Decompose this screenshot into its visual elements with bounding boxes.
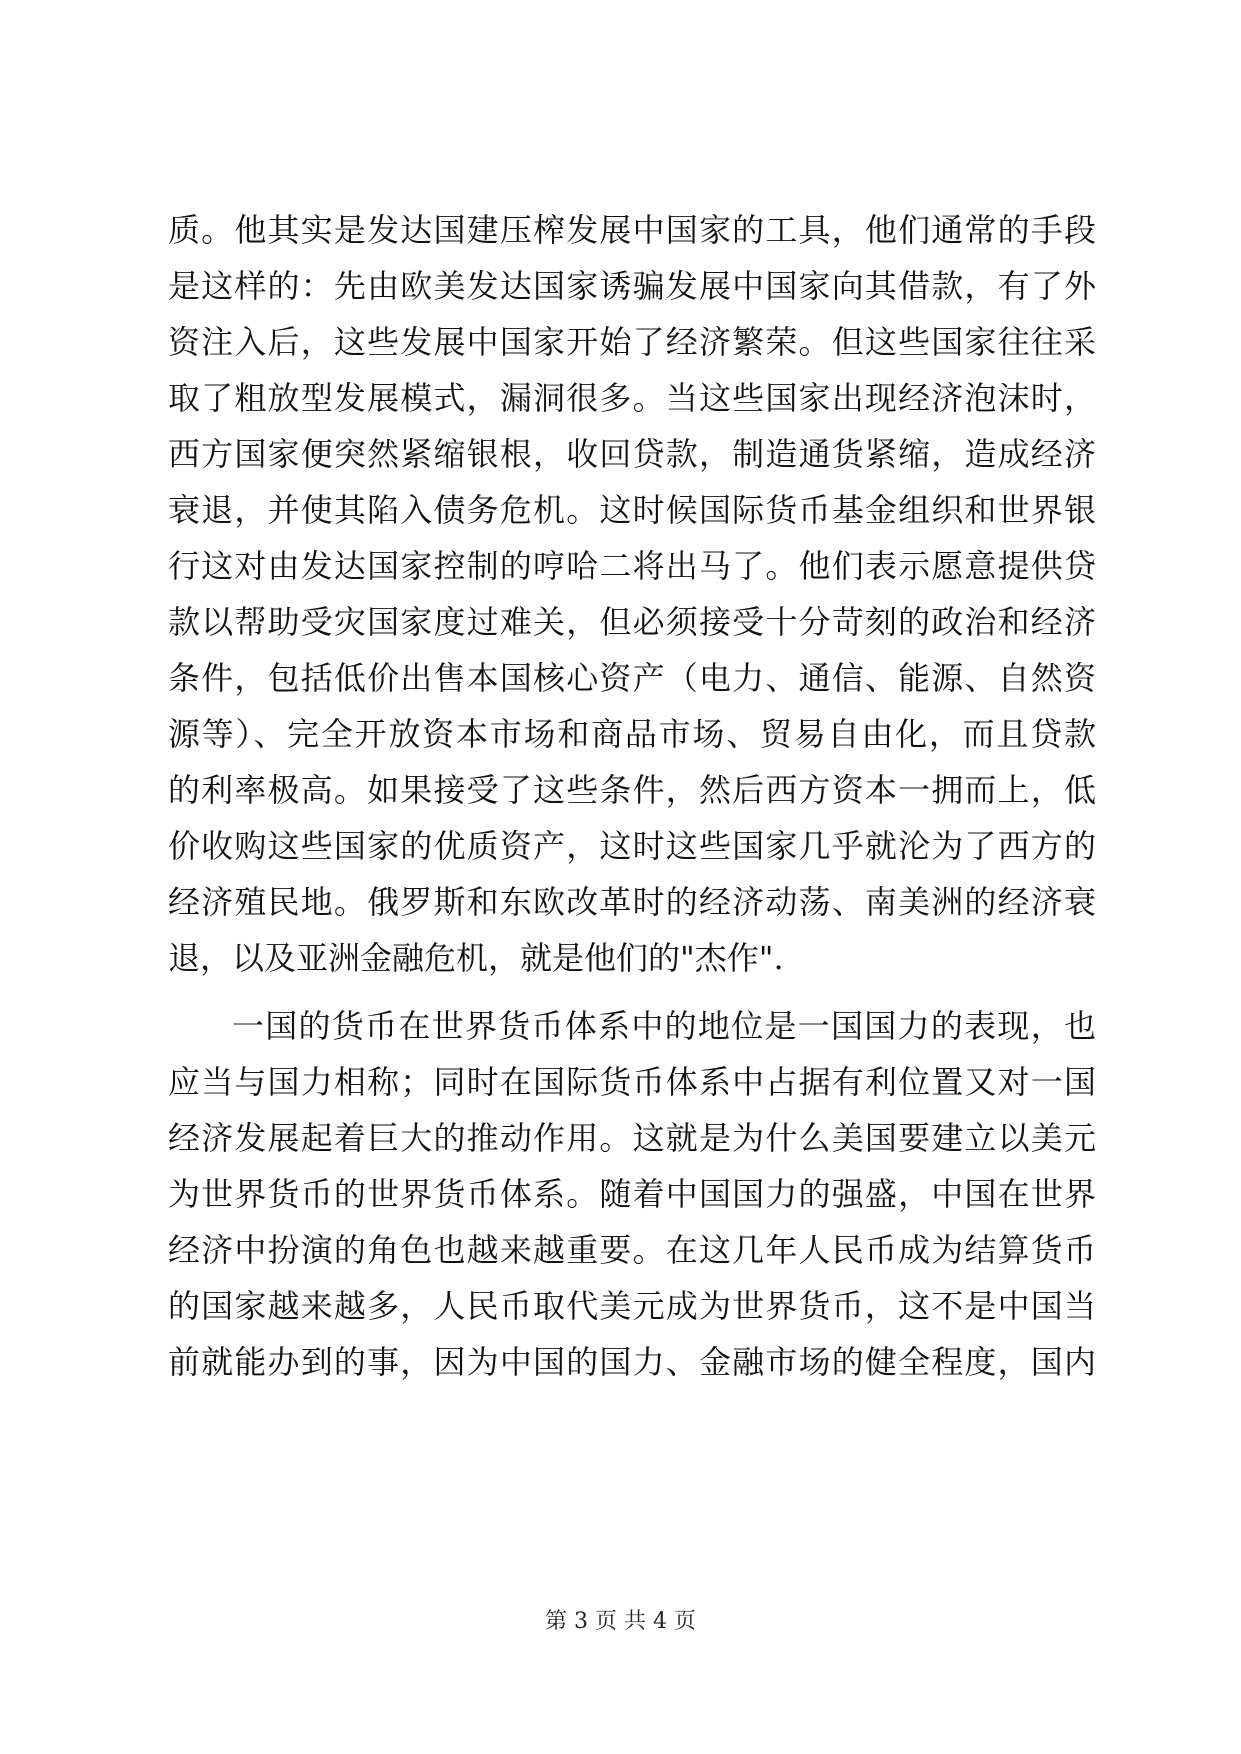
text-line: 的国家越来越多，人民币取代美元成为世界货币，这不是中国当	[168, 1287, 1096, 1325]
text-line: 前就能办到的事，因为中国的国力、金融市场的健全程度，国内	[168, 1343, 1096, 1381]
text-line: 是这样的：先由欧美发达国家诱骗发展中国家向其借款，有了外	[168, 267, 1096, 305]
text-line: 应当与国力相称；同时在国际货币体系中占据有利位置又对一国	[168, 1063, 1096, 1101]
text-line: 衰退，并使其陷入债务危机。这时候国际货币基金组织和世界银	[168, 491, 1096, 529]
text-line: 为世界货币的世界货币体系。随着中国国力的强盛，中国在世界	[168, 1175, 1096, 1213]
text-line: 西方国家便突然紧缩银根，收回贷款，制造通货紧缩，造成经济	[168, 435, 1096, 473]
text-line-paragraph-end: 退，以及亚洲金融危机，就是他们的"杰作".	[168, 939, 784, 977]
text-line: 价收购这些国家的优质资产，这时这些国家几乎就沦为了西方的	[168, 827, 1096, 865]
text-line: 的利率极高。如果接受了这些条件，然后西方资本一拥而上，低	[168, 771, 1096, 809]
text-line: 质。他其实是发达国建压榨发展中国家的工具，他们通常的手段	[168, 211, 1096, 249]
text-line: 经济中扮演的角色也越来越重要。在这几年人民币成为结算货币	[168, 1231, 1096, 1269]
text-line: 经济发展起着巨大的推动作用。这就是为什么美国要建立以美元	[168, 1119, 1096, 1157]
page-number-footer: 第 3 页 共 4 页	[545, 1609, 696, 1634]
text-line: 行这对由发达国家控制的哼哈二将出马了。他们表示愿意提供贷	[168, 547, 1096, 585]
text-line: 源等）、完全开放资本市场和商品市场、贸易自由化，而且贷款	[168, 715, 1096, 753]
text-line-paragraph-start: 一国的货币在世界货币体系中的地位是一国国力的表现，也	[232, 1007, 1096, 1045]
text-line: 款以帮助受灾国家度过难关，但必须接受十分苛刻的政治和经济	[168, 603, 1096, 641]
text-line: 经济殖民地。俄罗斯和东欧改革时的经济动荡、南美洲的经济衰	[168, 883, 1096, 921]
text-line: 条件，包括低价出售本国核心资产（电力、通信、能源、自然资	[168, 659, 1096, 697]
text-line: 取了粗放型发展模式，漏洞很多。当这些国家出现经济泡沫时，	[168, 379, 1096, 417]
text-line: 资注入后，这些发展中国家开始了经济繁荣。但这些国家往往采	[168, 323, 1096, 361]
